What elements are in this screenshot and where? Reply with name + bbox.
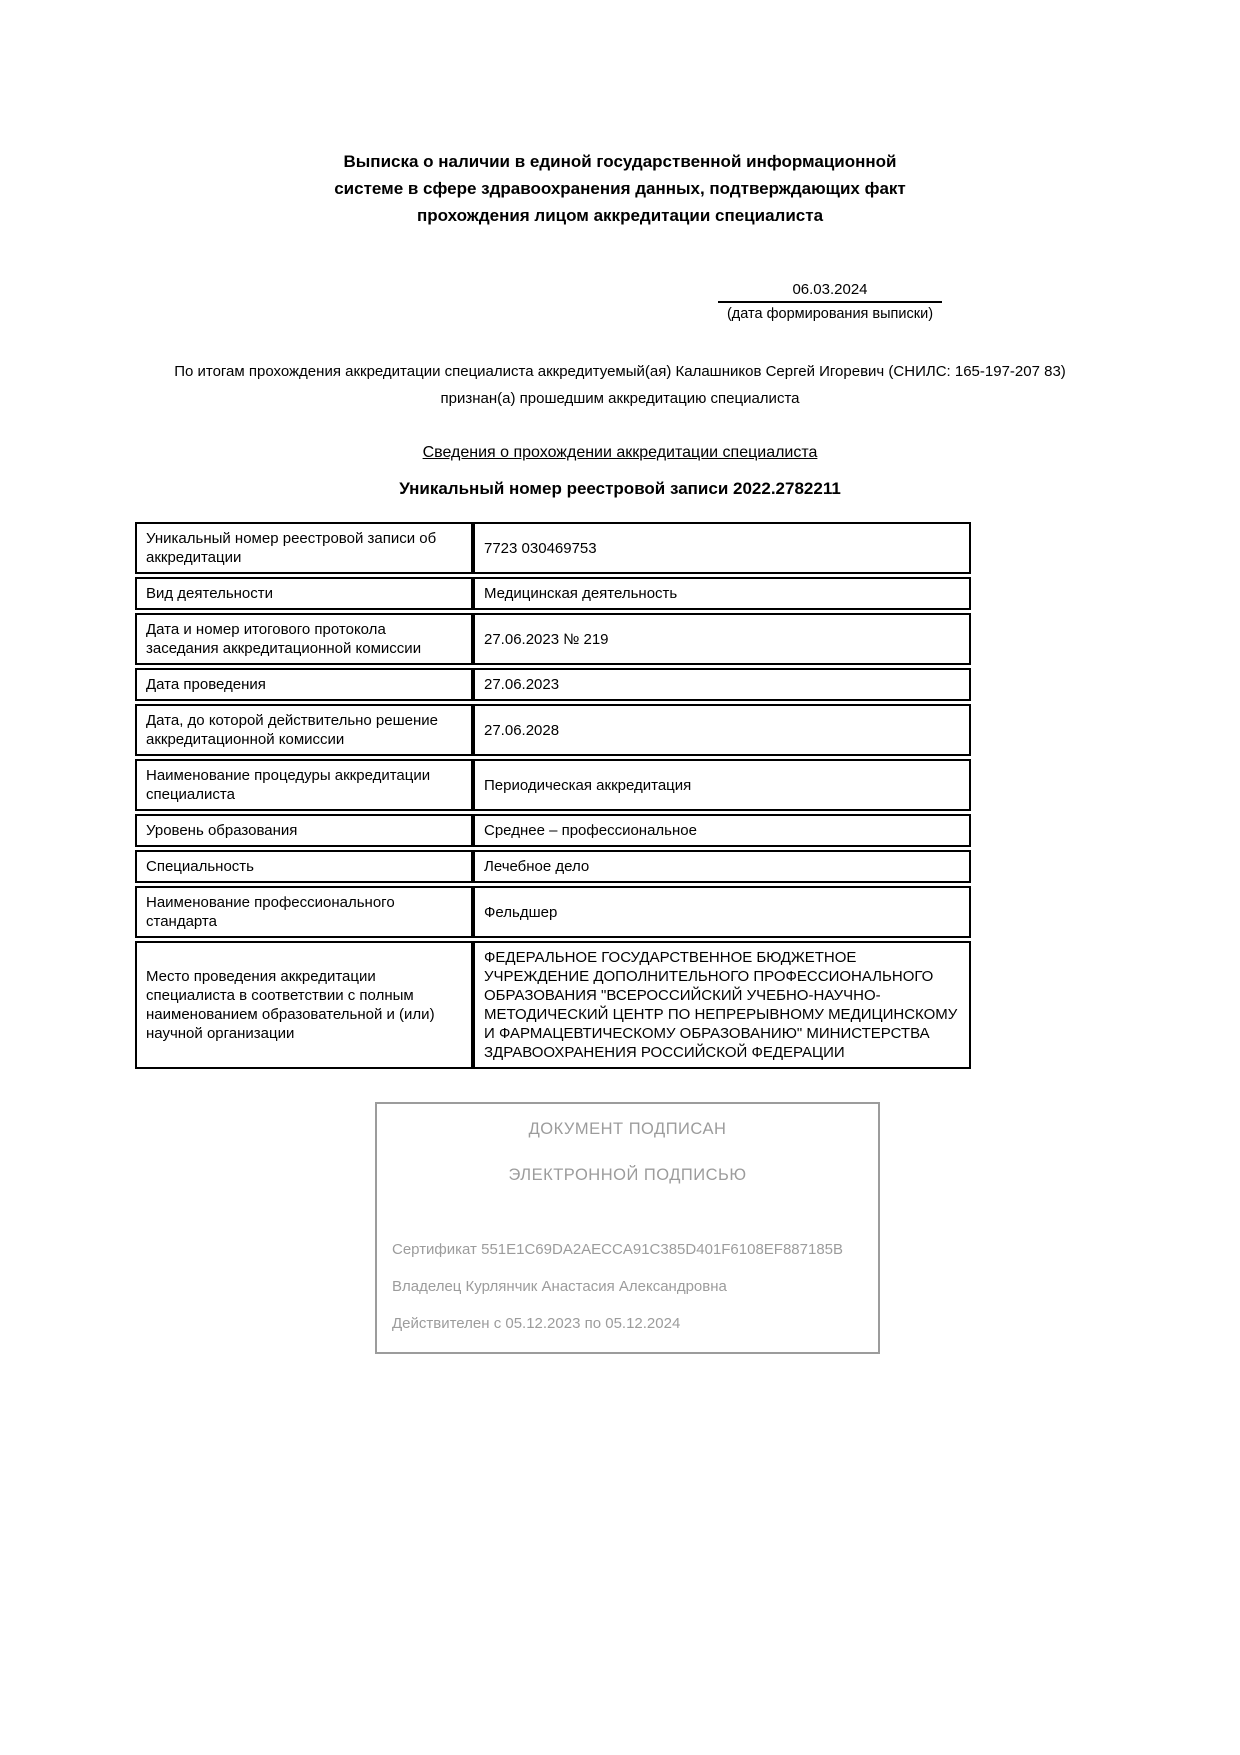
generation-date-block <box>718 281 942 322</box>
validity-line: Действителен с 05.12.2023 по 05.12.2024 <box>392 1315 681 1332</box>
row-label: Уникальный номер реестровой записи об аккредитации <box>135 522 473 574</box>
accreditation-table <box>135 519 971 1072</box>
table-row <box>135 613 971 665</box>
table-row <box>135 577 971 610</box>
row-value: 7723 030469753 <box>473 522 971 574</box>
row-label: Дата проведения <box>135 668 473 701</box>
row-value: Периодическая аккредитация <box>473 759 971 811</box>
table-row <box>135 814 971 847</box>
table-row <box>135 704 971 756</box>
row-label: Место проведения аккредитации специалиста в соответствии с полным наименованием образовательной и (или) научной организации <box>135 941 473 1069</box>
row-label: Наименование процедуры аккредитации специалиста <box>135 759 473 811</box>
certificate-line: Сертификат 551E1C69DA2AECCA91C385D401F6108EF887185B <box>392 1241 844 1258</box>
row-label: Наименование профессионального стандарта <box>135 886 473 938</box>
intro-line: признан(а) прошедшим аккредитацию специалиста <box>440 390 800 407</box>
row-value: Среднее – профессиональное <box>473 814 971 847</box>
owner-line: Владелец Курлянчик Анастасия Александровна <box>392 1278 727 1295</box>
table-row <box>135 850 971 883</box>
table-row <box>135 522 971 574</box>
row-label: Уровень образования <box>135 814 473 847</box>
row-value: Медицинская деятельность <box>473 577 971 610</box>
table-row <box>135 886 971 938</box>
row-label: Специальность <box>135 850 473 883</box>
row-label: Дата, до которой действительно решение аккредитационной комиссии <box>135 704 473 756</box>
document-title-line: Выписка о наличии в единой государственной информационной <box>343 152 897 171</box>
row-value: 27.06.2023 <box>473 668 971 701</box>
table-row <box>135 668 971 701</box>
registry-number-heading: Уникальный номер реестровой записи 2022.2782211 <box>399 479 841 498</box>
document-title-line: прохождения лицом аккредитации специалиста <box>416 206 824 225</box>
row-value: 27.06.2028 <box>473 704 971 756</box>
document-title <box>0 0 1240 229</box>
document-title-line: системе в сфере здравоохранения данных, подтверждающих факт <box>334 179 906 198</box>
stamp-title-line: ЭЛЕКТРОННОЙ ПОДПИСЬЮ <box>508 1166 747 1184</box>
section-heading: Сведения о прохождении аккредитации специалиста <box>422 444 818 461</box>
table-row <box>135 941 971 1069</box>
row-value: Лечебное дело <box>473 850 971 883</box>
electronic-signature-stamp <box>375 1102 880 1354</box>
intro-line: По итогам прохождения аккредитации специалиста аккредитуемый(ая) Калашников Сергей Игоревич (СНИЛС: 165-197-207 83) <box>174 363 1066 380</box>
generation-date-caption: (дата формирования выписки) <box>726 306 934 322</box>
row-label: Дата и номер итогового протокола заседания аккредитационной комиссии <box>135 613 473 665</box>
generation-date: 06.03.2024 <box>718 281 942 303</box>
stamp-title-line: ДОКУМЕНТ ПОДПИСАН <box>528 1120 727 1138</box>
row-value: Фельдшер <box>473 886 971 938</box>
table-row <box>135 759 971 811</box>
row-value: ФЕДЕРАЛЬНОЕ ГОСУДАРСТВЕННОЕ БЮДЖЕТНОЕ УЧРЕЖДЕНИЕ ДОПОЛНИТЕЛЬНОГО ПРОФЕССИОНАЛЬНОГО ОБРАЗОВАНИЯ "ВСЕРОССИЙСКИЙ УЧЕБНО-НАУЧНО-МЕТОДИЧЕСКИЙ ЦЕНТР ПО НЕПРЕРЫВНОМУ МЕДИЦИНСКОМУ И ФАРМАЦЕВТИЧЕСКОМУ ОБРАЗОВАНИЮ" МИНИСТЕРСТВА ЗДРАВООХРАНЕНИЯ РОССИЙСКОЙ ФЕДЕРАЦИИ <box>473 941 971 1069</box>
row-value: 27.06.2023 № 219 <box>473 613 971 665</box>
intro-paragraph <box>0 358 1240 412</box>
row-label: Вид деятельности <box>135 577 473 610</box>
